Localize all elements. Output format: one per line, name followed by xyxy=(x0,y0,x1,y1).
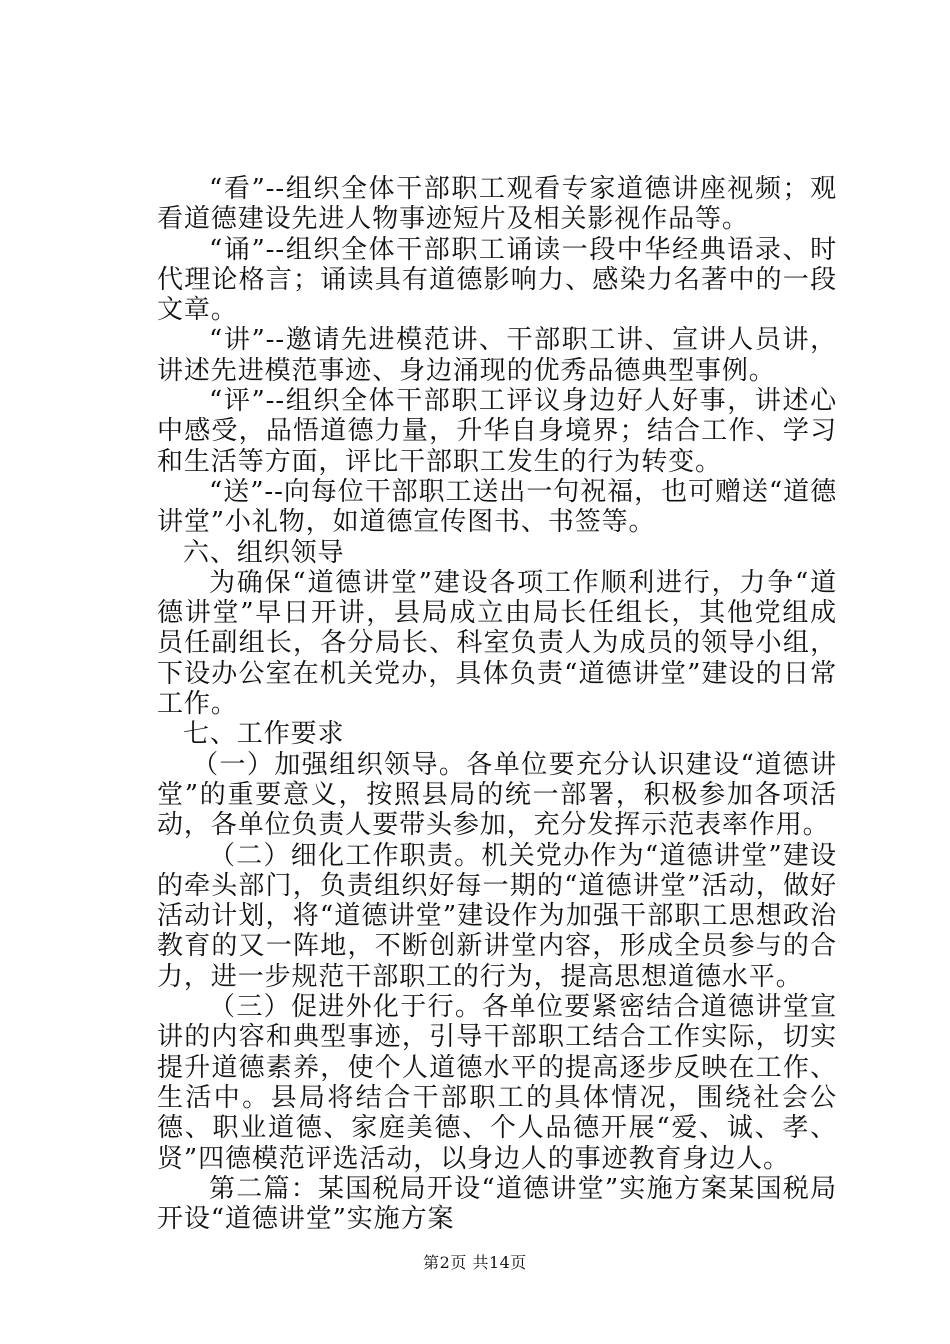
document-body xyxy=(157,174,837,1234)
paragraph-requirement-1: （一）加强组织领导。各单位要充分认识建设“道德讲堂”的重要意义，按照县局的统一部署，积极参加各项活动，各单位负责人要带头参加，充分发挥示范表率作用。 xyxy=(157,749,837,841)
page-number-label: 第2页 共14页 xyxy=(423,1253,527,1272)
paragraph-song-give: “送”--向每位干部职工送出一句祝福，也可赠送“道德讲堂”小礼物，如道德宣传图书、书签等。 xyxy=(157,476,837,538)
paragraph-kan: “看”--组织全体干部职工观看专家道德讲座视频；观看道德建设先进人物事迹短片及相关影视作品等。 xyxy=(157,174,837,235)
page-footer xyxy=(0,1250,950,1273)
paragraph-leadership: 为确保“道德讲堂”建设各项工作顺利进行，力争“道德讲堂”早日开讲，县局成立由局长任组长，其他党组成员任副组长，各分局长、科室负责人为成员的领导小组，下设办公室在机关党办，具体负责“道德讲堂”建设的日常工作。 xyxy=(157,567,837,720)
paragraph-jiang: “讲”--邀请先进模范讲、干部职工讲、宣讲人员讲，讲述先进模范事迹、身边涌现的优秀品德典型事例。 xyxy=(157,325,837,386)
section-heading-requirements: 七、工作要求 xyxy=(183,719,345,750)
paragraph-requirement-3: （三）促进外化于行。各单位要紧密结合道德讲堂宣讲的内容和典型事迹，引导干部职工结合工作实际，切实提升道德素养，使个人道德水平的提高逐步反映在工作、生活中。县局将结合干部职工的具体情况，围绕社会公德、职业道德、家庭美德、个人品德开展“爱、诚、孝、贤”四德模范评选活动，以身边人的事迹教育身边人。 xyxy=(157,992,837,1174)
chapter-title-part-two: 第二篇：某国税局开设“道德讲堂”实施方案某国税局开设“道德讲堂”实施方案 xyxy=(157,1173,837,1235)
paragraph-requirement-2: （二）细化工作职责。机关党办作为“道德讲堂”建设的牵头部门，负责组织好每一期的“道德讲堂”活动，做好活动计划，将“道德讲堂”建设作为加强干部职工思想政治教育的又一阵地，不断创新讲堂内容，形成全员参与的合力，进一步规范干部职工的行为，提高思想道德水平。 xyxy=(157,840,837,992)
paragraph-song-recite: “诵”--组织全体干部职工诵读一段中华经典语录、时代理论格言；诵读具有道德影响力、感染力名著中的一段文章。 xyxy=(157,234,837,326)
section-heading-leadership: 六、组织领导 xyxy=(183,537,345,568)
paragraph-ping: “评”--组织全体干部职工评议身边好人好事，讲述心中感受，品悟道德力量，升华自身境界；结合工作、学习和生活等方面，评比干部职工发生的行为转变。 xyxy=(157,386,837,477)
